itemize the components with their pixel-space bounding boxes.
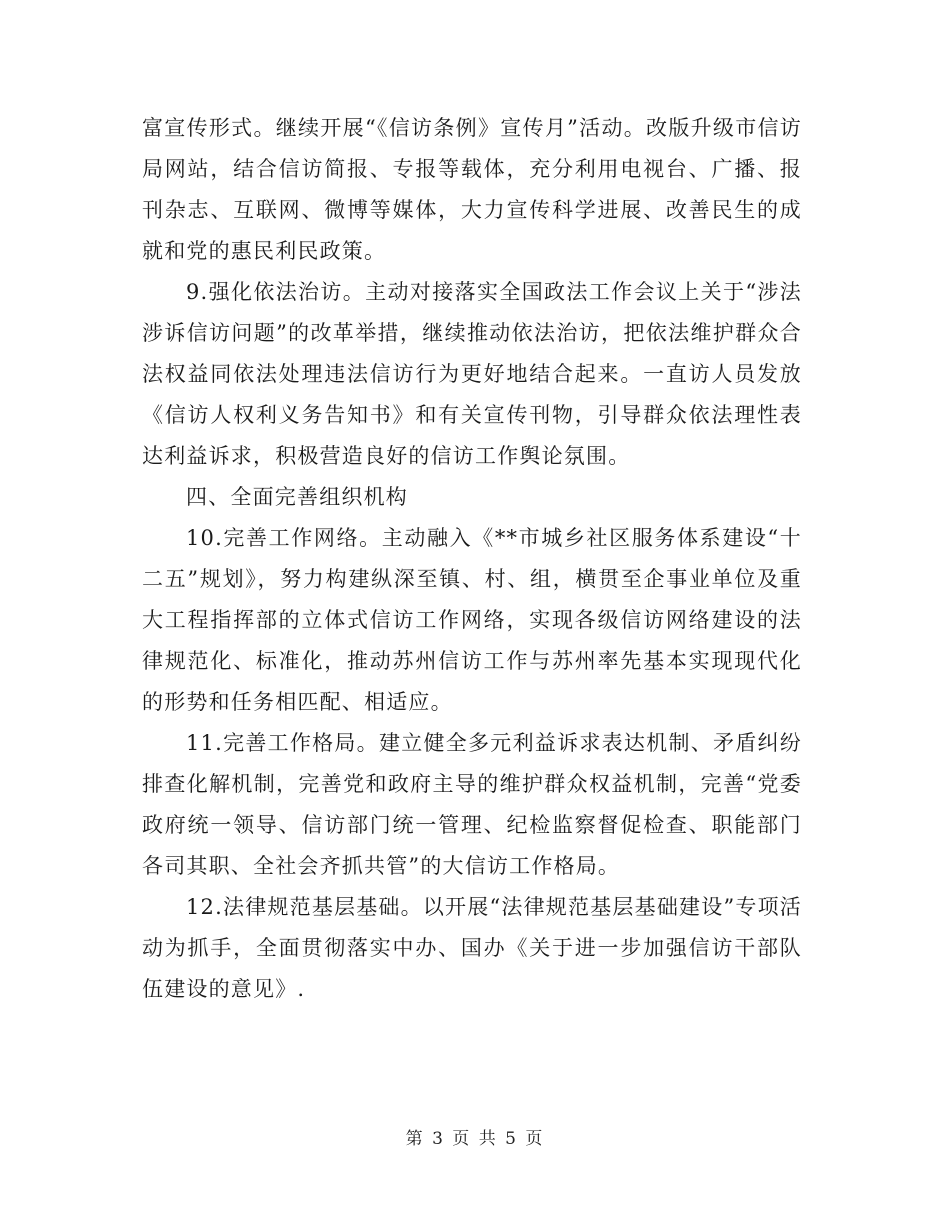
paragraph-item-11: 11.完善工作格局。建立健全多元利益诉求表达机制、矛盾纠纷排查化解机制，完善党和政府主导的维护群众权益机制，完善“党委政府统一领导、信访部门统一管理、纪检监察督促检查、职能部门各司其职、全社会齐抓共管”的大信访工作格局。 [142,731,802,878]
section-heading-4: 四、全面完善组织机构 [186,485,408,509]
paragraph-item-12: 12.法律规范基层基础。以开展“法律规范基层基础建设”专项活动为抓手，全面贯彻落实中办、国办《关于进一步加强信访干部队伍建设的意见》. [142,895,802,1001]
paragraph-publicity-continued: 富宣传形式。继续开展“《信访条例》宣传月”活动。改版升级市信访局网站，结合信访简报、专报等载体，充分利用电视台、广播、报刊杂志、互联网、微博等媒体，大力宣传科学进展、改善民生的成就和党的惠民利民政策。 [142,116,802,263]
document-body [142,108,802,1010]
paragraph-item-10: 10.完善工作网络。主动融入《**市城乡社区服务体系建设“十二五”规划》，努力构建纵深至镇、村、组，横贯至企事业单位及重大工程指挥部的立体式信访工作网络，实现各级信访网络建设的法律规范化、标准化，推动苏州信访工作与苏州率先基本实现现代化的形势和任务相匹配、相适应。 [142,526,802,714]
paragraph-item-9: 9.强化依法治访。主动对接落实全国政法工作会议上关于“涉法涉诉信访问题”的改革举措，继续推动依法治访，把依法维护群众合法权益同依法处理违法信访行为更好地结合起来。一直访人员发放《信访人权利义务告知书》和有关宣传刊物，引导群众依法理性表达利益诉求，积极营造良好的信访工作舆论氛围。 [142,280,802,468]
page-number-footer: 第 3 页 共 5 页 [405,1129,545,1149]
